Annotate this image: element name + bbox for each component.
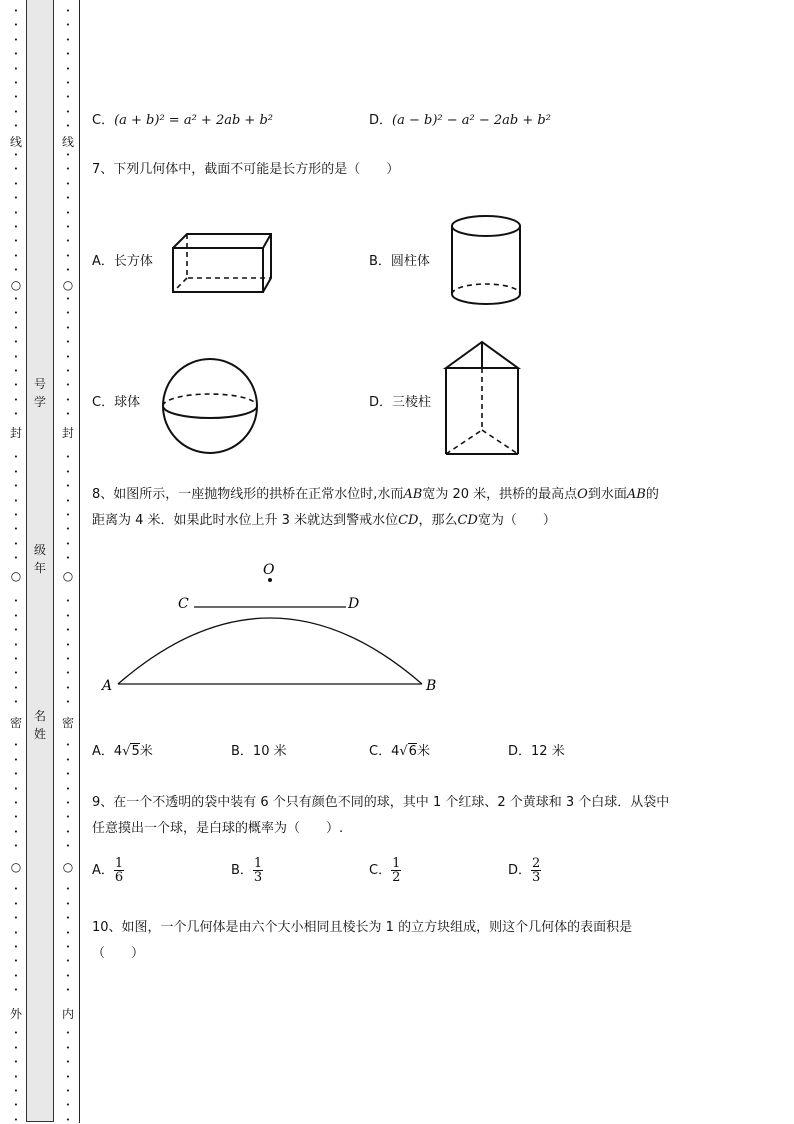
seal-dot: • <box>13 511 19 519</box>
seal-char: 线 <box>9 135 22 149</box>
seal-dot: • <box>65 698 71 707</box>
bridge-arch <box>118 618 422 684</box>
seal-dot: • <box>13 467 19 476</box>
label-c: C <box>178 596 189 612</box>
seal-dot: • <box>65 35 71 44</box>
seal-dot: • <box>65 669 71 678</box>
seal-dot: • <box>13 323 19 332</box>
seal-dot: • <box>13 1029 19 1038</box>
text: ，那么 <box>418 513 458 528</box>
seal-char: 内 <box>61 1007 74 1021</box>
q7-option-d: D．三棱柱 <box>369 395 432 410</box>
seal-char: 外 <box>9 1007 22 1021</box>
seal-dot: • <box>13 266 19 275</box>
seal-dot: • <box>13 93 19 102</box>
field-char: 姓 <box>33 727 46 741</box>
q9-option-c <box>369 857 401 884</box>
option-letter: A． <box>92 863 114 878</box>
text: 到水面 <box>587 487 627 502</box>
seal-dot: • <box>13 496 19 505</box>
option-letter: B． <box>231 744 253 759</box>
seal-dot: • <box>13 122 19 131</box>
seal-dot: • <box>65 597 71 606</box>
seal-dot: • <box>13 827 19 836</box>
seal-dot: • <box>65 1029 71 1038</box>
seal-dot: • <box>13 655 19 663</box>
coefficient: 4 <box>391 744 400 759</box>
binding-rule <box>79 0 80 1123</box>
seal-char: ○ <box>10 569 22 583</box>
fraction <box>531 857 541 884</box>
q8-option-a <box>92 740 153 759</box>
denominator: 2 <box>392 870 401 885</box>
q8-option-d <box>508 740 565 759</box>
q7-stem: 7、下列几何体中，截面不可能是长方形的是（ ） <box>92 162 400 177</box>
seal-dot: • <box>13 986 19 995</box>
seal-char: ○ <box>62 860 74 874</box>
triangular-prism-icon <box>440 338 526 460</box>
seal-dot: • <box>13 395 19 404</box>
seal-dot: • <box>65 93 71 102</box>
seal-dot: • <box>13 194 19 203</box>
option-letter: D． <box>508 863 532 878</box>
seal-dot: • <box>65 381 71 390</box>
seal-dot: • <box>13 943 19 951</box>
segment-label: CD <box>398 513 419 528</box>
text: 8、如图所示，一座抛物线形的拱桥在正常水位时,水而 <box>92 487 404 502</box>
seal-dot: • <box>13 554 19 563</box>
seal-dot: • <box>65 683 71 692</box>
q8-stem-line1 <box>92 483 659 502</box>
seal-dot: • <box>65 208 71 217</box>
denominator: 3 <box>253 870 263 885</box>
seal-dot: • <box>65 21 71 30</box>
denominator: 6 <box>114 870 124 885</box>
seal-dot: • <box>65 554 71 563</box>
option-letter: A． <box>92 744 114 759</box>
seal-dot: • <box>65 899 71 908</box>
seal-dot: • <box>13 35 19 44</box>
seal-dot: • <box>65 251 71 260</box>
seal-dot: • <box>65 957 71 966</box>
seal-dot: • <box>65 971 71 980</box>
seal-dot: • <box>65 223 71 231</box>
numerator: 2 <box>532 856 541 871</box>
unit: 米 <box>139 744 153 759</box>
cylinder-icon <box>446 212 526 306</box>
seal-dot: • <box>65 338 71 347</box>
seal-dot: • <box>65 1058 71 1067</box>
q9-option-d <box>508 857 541 884</box>
seal-dot: • <box>13 1087 19 1095</box>
seal-dot: • <box>13 770 19 779</box>
q10-stem-line1: 10、如图，一个几何体是由六个大小相同且棱长为 1 的立方块组成，则这个几何体的表面积是 <box>92 920 633 935</box>
text: 宽为（ ） <box>477 513 556 528</box>
seal-dot: • <box>65 525 71 534</box>
seal-dot: • <box>13 914 19 923</box>
q9-stem-line2: 任意摸出一个球，是白球的概率为（ ）. <box>92 821 344 836</box>
seal-dot: • <box>65 1087 71 1095</box>
seal-dot: • <box>13 928 19 937</box>
seal-dot: • <box>13 611 19 620</box>
denominator: 3 <box>532 870 541 885</box>
q9-stem-line1: 9、在一个不透明的袋中装有 6 个只有颜色不同的球，其中 1 个红球、2 个黄球和 3 个白球．从袋中 <box>92 795 670 810</box>
q9-option-b <box>231 857 263 884</box>
seal-dot: • <box>13 1115 19 1124</box>
seal-dot: • <box>13 784 19 793</box>
fraction <box>114 857 124 884</box>
field-char: 号 <box>33 377 46 391</box>
seal-dot: • <box>65 1043 71 1052</box>
seal-dot: • <box>65 511 71 519</box>
seal-dot: • <box>13 755 19 764</box>
q8-option-c <box>369 740 430 759</box>
seal-char: 封 <box>61 426 74 440</box>
seal-dot: • <box>65 179 71 188</box>
seal-dot: • <box>65 626 71 635</box>
option-text: 10 米 <box>252 744 287 759</box>
q8-option-b <box>231 740 287 759</box>
seal-dot: • <box>13 640 19 649</box>
seal-char: ○ <box>10 860 22 874</box>
formula: (a + b)² = a² + 2ab + b² <box>114 113 273 128</box>
seal-dot: • <box>65 914 71 923</box>
seal-dot: • <box>13 683 19 692</box>
seal-dot: • <box>13 410 19 419</box>
seal-dot: • <box>65 309 71 318</box>
seal-dot: • <box>13 482 19 491</box>
seal-dot: • <box>13 971 19 980</box>
seal-dot: • <box>65 467 71 476</box>
segment-label: AB <box>626 487 646 502</box>
sphere-icon <box>158 356 262 456</box>
seal-dot: • <box>65 410 71 419</box>
q8-stem-line2 <box>92 509 556 528</box>
seal-dot: • <box>13 208 19 217</box>
seal-dot: • <box>65 539 71 548</box>
option-letter: C． <box>92 113 115 128</box>
field-char: 年 <box>33 561 46 575</box>
point-label: O <box>577 487 588 502</box>
parabolic-bridge-figure <box>96 556 446 698</box>
seal-dot: • <box>13 107 19 116</box>
text: 的 <box>645 487 659 502</box>
label-b: B <box>426 678 437 694</box>
option-letter: C． <box>369 744 392 759</box>
numerator: 1 <box>392 856 401 871</box>
seal-char: ○ <box>62 278 74 292</box>
seal-dot: • <box>65 151 71 159</box>
seal-dot: • <box>13 64 19 73</box>
radicand: 6 <box>408 744 417 759</box>
seal-dot: • <box>65 323 71 332</box>
seal-dot: • <box>65 1072 71 1081</box>
seal-dot: • <box>13 295 19 303</box>
radicand: 5 <box>131 744 140 759</box>
seal-dot: • <box>13 741 19 750</box>
fraction <box>391 857 401 884</box>
label-a: A <box>102 678 113 694</box>
seal-char: ○ <box>62 569 74 583</box>
coefficient: 4 <box>113 744 123 759</box>
segment-label: CD <box>457 513 478 528</box>
field-char: 学 <box>33 395 46 409</box>
q7-option-c: C．球体 <box>92 395 141 410</box>
seal-dot: • <box>65 943 71 951</box>
name-field <box>31 707 49 743</box>
option-letter: C． <box>369 863 392 878</box>
seal-dot: • <box>13 1043 19 1052</box>
seal-dot: • <box>65 611 71 620</box>
seal-dot: • <box>65 395 71 404</box>
q7-option-a: A．长方体 <box>92 254 153 269</box>
seal-dot: • <box>13 1101 19 1110</box>
seal-dot: • <box>13 597 19 606</box>
seal-dot: • <box>13 151 19 159</box>
seal-dot: • <box>65 741 71 750</box>
text: 距离为 4 米．如果此时水位上升 3 米就达到警戒水位 <box>92 513 399 528</box>
seal-dot: • <box>13 813 19 822</box>
cuboid-icon <box>165 228 275 296</box>
field-char: 名 <box>33 709 46 723</box>
label-o: O <box>263 562 275 578</box>
seal-dot: • <box>13 50 19 59</box>
binding-margin <box>0 0 82 1123</box>
radical-sign-icon: √ <box>399 744 408 759</box>
q9-option-a <box>92 857 124 884</box>
seal-dot: • <box>65 79 71 87</box>
option-letter: D． <box>369 113 393 128</box>
q6-option-d <box>369 109 551 128</box>
seal-dot: • <box>13 525 19 534</box>
seal-char: ○ <box>10 278 22 292</box>
numerator: 1 <box>253 856 263 871</box>
seal-dot: • <box>13 223 19 231</box>
seal-dot: • <box>65 827 71 836</box>
seal-char: 线 <box>61 135 74 149</box>
text: 宽为 20 米，拱桥的最高点 <box>422 487 578 502</box>
label-d: D <box>348 596 360 612</box>
seal-dot: • <box>65 165 71 174</box>
seal-dot: • <box>65 799 71 807</box>
vertex-point <box>268 578 272 582</box>
seal-dot: • <box>13 381 19 390</box>
seal-char: 密 <box>61 716 74 730</box>
field-char: 级 <box>33 543 46 557</box>
seal-dot: • <box>13 21 19 30</box>
seal-dot: • <box>13 669 19 678</box>
seal-dot: • <box>13 352 19 361</box>
seal-dot: • <box>65 813 71 822</box>
seal-dot: • <box>65 482 71 491</box>
segment-label: AB <box>403 487 423 502</box>
seal-dot: • <box>65 784 71 793</box>
q7-option-b: B．圆柱体 <box>369 254 430 269</box>
seal-dot: • <box>13 539 19 548</box>
grade-field <box>31 541 49 577</box>
seal-dot: • <box>65 50 71 59</box>
q6-option-c <box>92 109 273 128</box>
seal-dot: • <box>65 64 71 73</box>
seal-char: 封 <box>9 426 22 440</box>
seal-dot: • <box>13 957 19 966</box>
seal-dot: • <box>13 698 19 707</box>
seal-dot: • <box>65 107 71 116</box>
seal-dot: • <box>65 842 71 851</box>
seal-dot: • <box>65 7 71 15</box>
seal-dot: • <box>13 899 19 908</box>
radical-sign-icon: √ <box>122 744 131 759</box>
seal-dot: • <box>65 194 71 203</box>
fraction <box>253 857 263 884</box>
seal-dot: • <box>13 1072 19 1081</box>
seal-dot: • <box>65 640 71 649</box>
seal-dot: • <box>13 799 19 807</box>
option-letter: B． <box>231 863 253 878</box>
seal-dot: • <box>13 7 19 15</box>
seal-dot: • <box>65 655 71 663</box>
option-text: 12 米 <box>531 744 565 759</box>
seal-dot: • <box>13 338 19 347</box>
seal-dot: • <box>65 496 71 505</box>
seal-dot: • <box>65 770 71 779</box>
seal-dot: • <box>65 266 71 275</box>
seal-dot: • <box>65 1115 71 1124</box>
seal-dot: • <box>13 453 19 462</box>
formula: (a − b)² − a² − 2ab + b² <box>392 113 551 128</box>
seal-dot: • <box>13 885 19 894</box>
numerator: 1 <box>114 856 124 871</box>
seal-dot: • <box>65 295 71 303</box>
student-id-field <box>31 375 49 411</box>
seal-dot: • <box>13 309 19 318</box>
seal-char: 密 <box>9 716 22 730</box>
seal-dot: • <box>13 626 19 635</box>
seal-dot: • <box>65 237 71 246</box>
seal-dot: • <box>65 986 71 995</box>
seal-dot: • <box>13 179 19 188</box>
seal-dot: • <box>13 165 19 174</box>
seal-dot: • <box>13 237 19 246</box>
seal-dot: • <box>65 885 71 894</box>
seal-dot: • <box>65 1101 71 1110</box>
seal-dot: • <box>65 755 71 764</box>
seal-dot: • <box>13 251 19 260</box>
seal-dot: • <box>13 367 19 375</box>
seal-dot: • <box>13 79 19 87</box>
seal-dot: • <box>13 1058 19 1067</box>
seal-dot: • <box>65 352 71 361</box>
q10-stem-line2: （ ） <box>92 946 145 961</box>
option-letter: D． <box>508 744 532 759</box>
seal-dot: • <box>13 842 19 851</box>
unit: 米 <box>416 744 430 759</box>
seal-dot: • <box>65 453 71 462</box>
seal-dot: • <box>65 928 71 937</box>
seal-dot: • <box>65 122 71 131</box>
seal-dot: • <box>65 367 71 375</box>
